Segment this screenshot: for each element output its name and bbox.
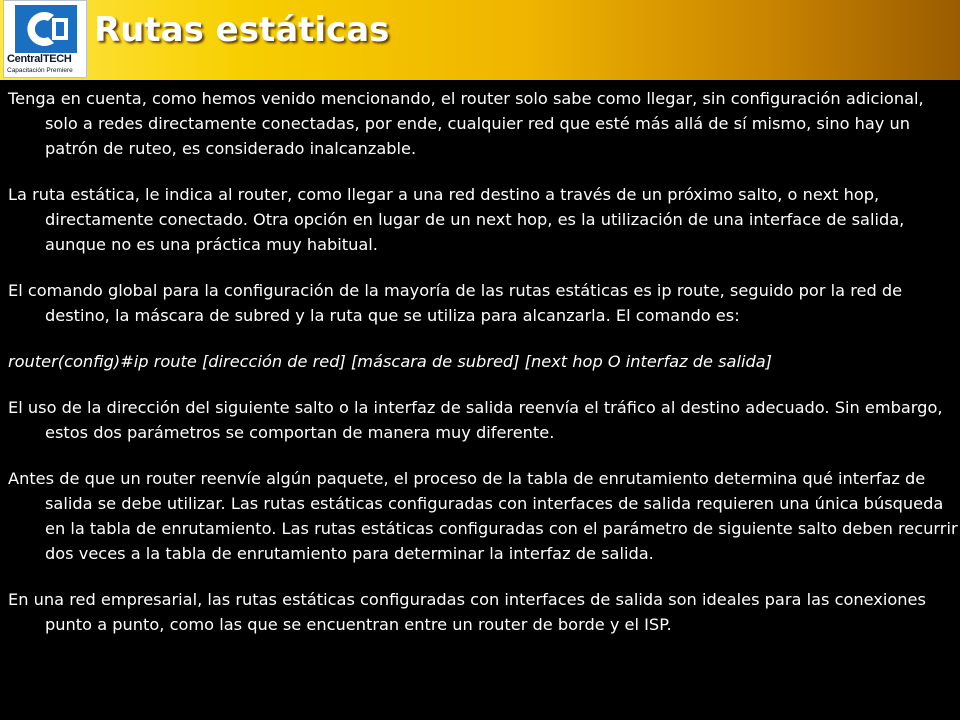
logo-mark-icon (14, 4, 78, 54)
logo-tagline: Capacitación Premiere (7, 67, 73, 74)
centraltech-logo (3, 0, 87, 78)
paragraph-global-command: El comando global para la configuración de la mayoría de las rutas estáticas es ip route, seguido por la red de destino, la máscara de subred y la ruta que se utiliza para alcanzarla. El comando es: (8, 281, 903, 325)
paragraph-enterprise: En una red empresarial, las rutas estáticas configuradas con interfaces de salida son ideales para las conexiones punto a punto, como las que se encuentran entre un router de borde y el ISP. (8, 590, 926, 634)
paragraph-static-route: La ruta estática, le indica al router, como llegar a una red destino a través de un próximo salto, o next hop, directamente conectado. Otra opción en lugar de un next hop, es la utilización de una interface de salida, aunque no es una práctica muy habitual. (8, 185, 905, 254)
paragraph-lookup: Antes de que un router reenvíe algún paquete, el proceso de la tabla de enrutamiento determina qué interfaz de salida se debe utilizar. Las rutas estáticas configuradas con interfaces de salida requieren una única búsqueda en la tabla de enrutamiento. Las rutas estáticas configuradas con el parámetro de siguiente salto deben recurrir dos veces a la tabla de enrutamiento para determinar la interfaz de salida. (8, 469, 958, 563)
paragraph-next-hop-vs-interface: El uso de la dirección del siguiente salto o la interfaz de salida reenvía el tráfico al destino adecuado. Sin embargo, estos dos parámetros se comportan de manera muy diferente. (8, 398, 943, 442)
logo-name: CentralTECH (7, 53, 72, 65)
page-title: Rutas estáticas (94, 10, 390, 50)
command-syntax: router(config)#ip route [dirección de red] [máscara de subred] [next hop O interfaz de salida] (8, 352, 772, 371)
slide-body (8, 86, 958, 658)
paragraph-intro: Tenga en cuenta, como hemos venido mencionando, el router solo sabe como llegar, sin configuración adicional, solo a redes directamente conectadas, por ende, cualquier red que esté más allá de sí mismo, sino hay un patrón de ruteo, es considerado inalcanzable. (8, 89, 924, 158)
title-bar (0, 0, 960, 80)
